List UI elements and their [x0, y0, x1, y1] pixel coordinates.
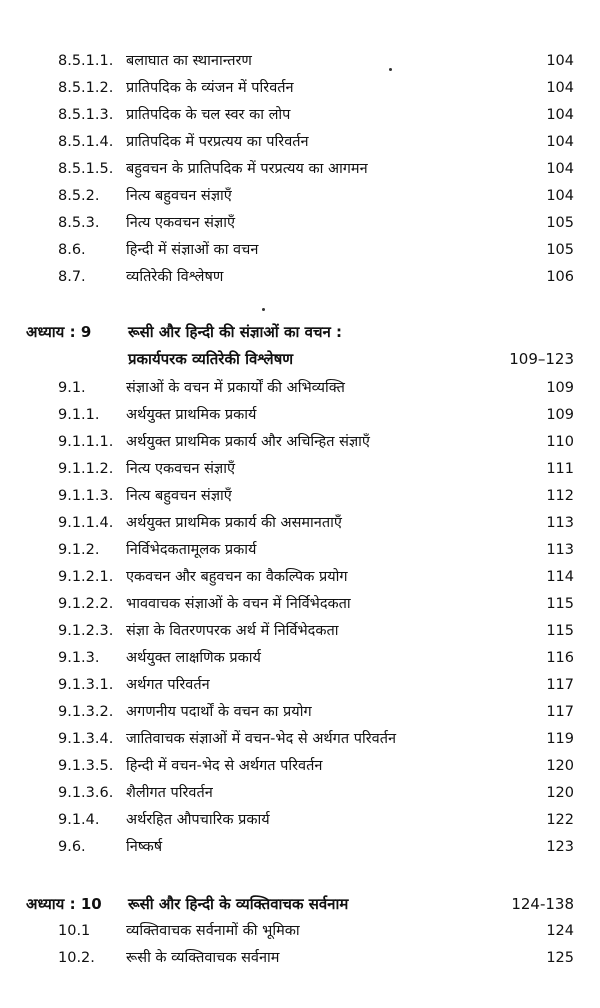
- chapter-title-line2: प्रकार्यपरक व्यतिरेकी विश्लेषण: [128, 350, 294, 368]
- entry-title: एकवचन और बहुवचन का वैकल्पिक प्रयोग: [126, 569, 348, 585]
- chapter-page-range: 124-138: [511, 895, 574, 913]
- entry-number: 9.1.1.4.: [58, 515, 114, 531]
- entry-page: 104: [546, 107, 574, 123]
- entry-page: 104: [546, 53, 574, 69]
- entry-number: 9.1.: [58, 380, 86, 396]
- toc-entry: [0, 156, 600, 182]
- toc-entry: [0, 672, 600, 698]
- entry-title: व्यतिरेकी विश्लेषण: [126, 269, 224, 285]
- toc-entry: [0, 807, 600, 833]
- entry-page: 105: [546, 242, 574, 258]
- entry-title: निष्कर्ष: [126, 839, 163, 855]
- entry-title: अर्थयुक्त लाक्षणिक प्रकार्य: [126, 650, 261, 666]
- entry-number: 8.5.1.3.: [58, 107, 114, 123]
- entry-title: नित्य एकवचन संज्ञाएँ: [126, 215, 235, 231]
- entry-number: 9.1.3.2.: [58, 704, 114, 720]
- entry-number: 9.1.3.6.: [58, 785, 114, 801]
- toc-entry: [0, 429, 600, 455]
- toc-entry: [0, 591, 600, 617]
- entry-page: 115: [546, 623, 574, 639]
- entry-number: 8.5.1.1.: [58, 53, 114, 69]
- entry-number: 9.1.1.1.: [58, 434, 114, 450]
- entry-page: 109: [546, 380, 574, 396]
- entry-title: अर्थयुक्त प्राथमिक प्रकार्य की असमानताएँ: [126, 515, 342, 531]
- entry-page: 125: [546, 950, 574, 966]
- entry-number: 9.1.4.: [58, 812, 100, 828]
- entry-number: 8.5.1.2.: [58, 80, 114, 96]
- entry-page: 112: [546, 488, 574, 504]
- entry-number: 9.1.2.3.: [58, 623, 114, 639]
- chapter-page-range: 109–123: [509, 350, 574, 368]
- entry-title: बहुवचन के प्रातिपदिक में परप्रत्यय का आगमन: [126, 161, 368, 177]
- entry-title: व्यक्तिवाचक सर्वनामों की भूमिका: [126, 923, 300, 939]
- toc-entry: [0, 510, 600, 536]
- toc-entry: [0, 237, 600, 263]
- entry-number: 8.5.2.: [58, 188, 100, 204]
- chapter-title: रूसी और हिन्दी के व्यक्तिवाचक सर्वनाम: [128, 895, 349, 913]
- entry-number: 10.1: [58, 923, 91, 939]
- toc-entry: [0, 645, 600, 671]
- toc-entry: [0, 537, 600, 563]
- toc-entry: [0, 699, 600, 725]
- entry-page: 120: [546, 758, 574, 774]
- entry-title: नित्य बहुवचन संज्ञाएँ: [126, 188, 232, 204]
- entry-number: 8.7.: [58, 269, 86, 285]
- toc-entry: [0, 264, 600, 290]
- entry-number: 9.6.: [58, 839, 86, 855]
- entry-title: हिन्दी में वचन-भेद से अर्थगत परिवर्तन: [126, 758, 323, 774]
- entry-number: 9.1.2.2.: [58, 596, 114, 612]
- toc-entry: [0, 618, 600, 644]
- entry-page: 120: [546, 785, 574, 801]
- entry-title: अगणनीय पदार्थों के वचन का प्रयोग: [126, 704, 312, 720]
- toc-entry: [0, 102, 600, 128]
- entry-page: 122: [546, 812, 574, 828]
- toc-entry: [0, 945, 600, 971]
- entry-page: 123: [546, 839, 574, 855]
- entry-page: 105: [546, 215, 574, 231]
- entry-page: 117: [546, 704, 574, 720]
- entry-title: अर्थयुक्त प्राथमिक प्रकार्य: [126, 407, 257, 423]
- entry-page: 104: [546, 161, 574, 177]
- entry-number: 8.6.: [58, 242, 86, 258]
- entry-page: 113: [546, 515, 574, 531]
- entry-title: प्रातिपदिक में परप्रत्यय का परिवर्तन: [126, 134, 309, 150]
- toc-entry: [0, 402, 600, 428]
- toc-entry: [0, 564, 600, 590]
- entry-title: बलाघात का स्थानान्तरण: [126, 53, 252, 69]
- toc-entry: [0, 753, 600, 779]
- entry-page: 124: [546, 923, 574, 939]
- entry-title: प्रातिपदिक के व्यंजन में परिवर्तन: [126, 80, 294, 96]
- entry-number: 9.1.3.4.: [58, 731, 114, 747]
- toc-entry: [0, 780, 600, 806]
- entry-page: 117: [546, 677, 574, 693]
- entry-page: 113: [546, 542, 574, 558]
- entry-title: संज्ञा के वितरणपरक अर्थ में निर्विभेदकता: [126, 623, 339, 639]
- chapter-heading: [0, 319, 600, 345]
- entry-title: शैलीगत परिवर्तन: [126, 785, 213, 801]
- toc-entry: [0, 483, 600, 509]
- entry-page: 110: [546, 434, 574, 450]
- entry-number: 9.1.3.5.: [58, 758, 114, 774]
- entry-number: 9.1.3.1.: [58, 677, 114, 693]
- entry-number: 8.5.1.5.: [58, 161, 114, 177]
- toc-entry: [0, 375, 600, 401]
- entry-title: संज्ञाओं के वचन में प्रकार्यों की अभिव्यक्ति: [126, 380, 345, 396]
- entry-title: नित्य बहुवचन संज्ञाएँ: [126, 488, 232, 504]
- entry-number: 9.1.1.3.: [58, 488, 114, 504]
- entry-page: 111: [546, 461, 574, 477]
- toc-entry: [0, 834, 600, 860]
- entry-number: 9.1.2.1.: [58, 569, 114, 585]
- entry-title: नित्य एकवचन संज्ञाएँ: [126, 461, 235, 477]
- entry-page: 104: [546, 188, 574, 204]
- entry-number: 8.5.3.: [58, 215, 100, 231]
- entry-title: प्रातिपदिक के चल स्वर का लोप: [126, 107, 291, 123]
- entry-page: 115: [546, 596, 574, 612]
- entry-title: भाववाचक संज्ञाओं के वचन में निर्विभेदकता: [126, 596, 351, 612]
- chapter-label: अध्याय : 9: [26, 323, 92, 341]
- entry-page: 109: [546, 407, 574, 423]
- entry-title: अर्थगत परिवर्तन: [126, 677, 210, 693]
- chapter-heading: [0, 891, 600, 917]
- scan-speck: [389, 68, 392, 71]
- entry-number: 9.1.1.2.: [58, 461, 114, 477]
- entry-title: रूसी के व्यक्तिवाचक सर्वनाम: [126, 950, 280, 966]
- toc-entry: [0, 129, 600, 155]
- entry-number: 9.1.2.: [58, 542, 100, 558]
- chapter-heading-line2: [0, 346, 600, 372]
- entry-page: 104: [546, 80, 574, 96]
- entry-number: 10.2.: [58, 950, 95, 966]
- entry-title: अर्थरहित औपचारिक प्रकार्य: [126, 812, 270, 828]
- toc-entry: [0, 75, 600, 101]
- entry-number: 8.5.1.4.: [58, 134, 114, 150]
- entry-page: 119: [546, 731, 574, 747]
- toc-entry: [0, 918, 600, 944]
- toc-entry: [0, 48, 600, 74]
- toc-entry: [0, 183, 600, 209]
- entry-number: 9.1.1.: [58, 407, 100, 423]
- entry-title: हिन्दी में संज्ञाओं का वचन: [126, 242, 259, 258]
- entry-title: जातिवाचक संज्ञाओं में वचन-भेद से अर्थगत परिवर्तन: [126, 731, 397, 747]
- entry-page: 106: [546, 269, 574, 285]
- entry-number: 9.1.3.: [58, 650, 100, 666]
- toc-entry: [0, 456, 600, 482]
- toc-entry: [0, 210, 600, 236]
- chapter-label: अध्याय : 10: [26, 895, 102, 913]
- chapter-title-line1: रूसी और हिन्दी की संज्ञाओं का वचन :: [128, 323, 343, 341]
- toc-entry: [0, 726, 600, 752]
- entry-page: 114: [546, 569, 574, 585]
- scan-speck: [262, 308, 265, 311]
- entry-page: 116: [546, 650, 574, 666]
- entry-title: अर्थयुक्त प्राथमिक प्रकार्य और अचिन्हित संज्ञाएँ: [126, 434, 370, 450]
- entry-title: निर्विभेदकतामूलक प्रकार्य: [126, 542, 257, 558]
- entry-page: 104: [546, 134, 574, 150]
